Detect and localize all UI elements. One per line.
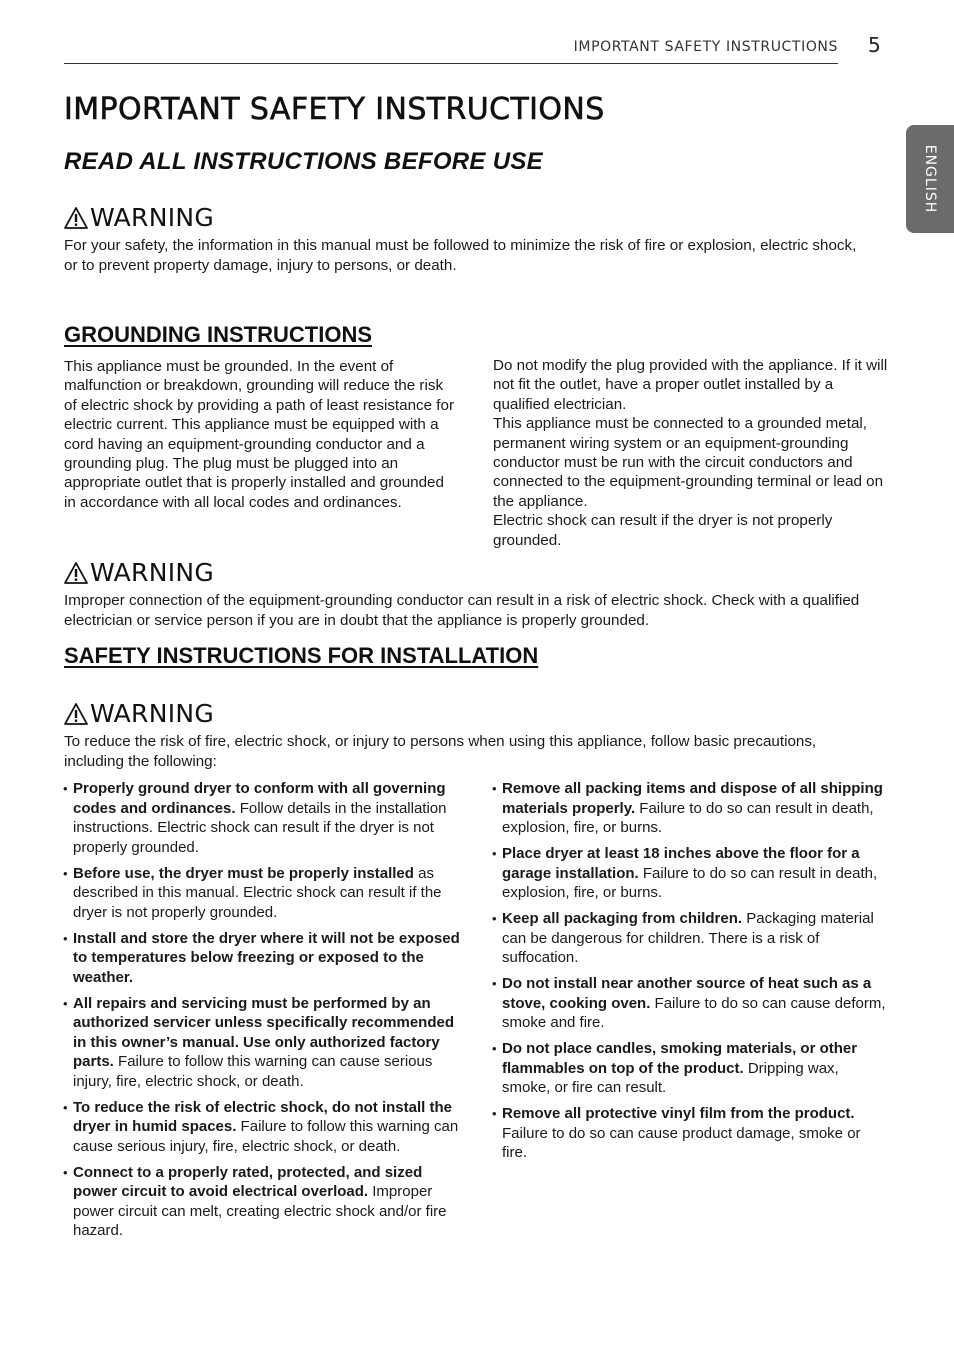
list-item: • Do not install near another source of heat such as a stove, cooking oven. Failure to do so can cause deform, smoke and fire. [493, 974, 888, 1033]
warning-label: WARNING [90, 203, 215, 232]
language-tab [906, 125, 954, 233]
warning-heading-2 [64, 558, 214, 587]
list-item: • Place dryer at least 18 inches above the floor for a garage installation. Failure to do so can result in death, explosion, fire, or burns. [493, 844, 888, 903]
page-number: 5 [868, 33, 881, 57]
header-divider [64, 63, 838, 64]
list-item: • Remove all protective vinyl film from the product. Failure to do so can cause product damage, smoke or fire. [493, 1104, 888, 1163]
list-item: • All repairs and servicing must be performed by an authorized servicer unless specifically recommended in this owner’s manual. Use only authorized factory parts. Failure to follow this warning can cause serious injury, fire, electric shock, or death. [64, 994, 464, 1092]
warning-label: WARNING [90, 699, 215, 728]
installation-intro: To reduce the risk of fire, electric shock, or injury to persons when using this appliance, follow basic precautions, including the following: [64, 733, 817, 770]
installation-list-right [493, 779, 888, 1169]
grounding-left-column [64, 357, 456, 512]
warning-label: WARNING [90, 558, 215, 587]
grounding-right-p2: This appliance must be connected to a grounded metal, permanent wiring system or an equipment-grounding conductor must be run with the circuit conductors and connected to the equipment-grounding terminal or lead on the appliance. [493, 415, 884, 510]
warning-triangle-icon [64, 703, 88, 725]
grounding-left-text: This appliance must be grounded. In the event of malfunction or breakdown, grounding will reduce the risk of electric shock by providing a path of least resistance for electric current. This appliance must be equipped with a cord having an equipment-grounding conductor and a grounding plug. The plug must be plugged into an appropriate outlet that is properly installed and grounded in accordance with all local codes and ordinances. [64, 358, 455, 511]
grounding-right-p3: Electric shock can result if the dryer is not properly grounded. [493, 512, 833, 549]
page-subtitle: READ ALL INSTRUCTIONS BEFORE USE [64, 148, 543, 175]
list-item: • Remove all packing items and dispose of all shipping materials properly. Failure to do so can result in death, explosion, fire, or burns. [493, 779, 888, 838]
warning-heading-3 [64, 699, 214, 728]
warning-text-2: Improper connection of the equipment-grounding conductor can result in a risk of electric shock. Check with a qualified electrician or service person if you are in doubt that the appliance is properly grounded. [64, 592, 860, 629]
list-item: • Install and store the dryer where it will not be exposed to temperatures below freezing or exposed to the weather. [64, 929, 464, 988]
warning-heading-1 [64, 203, 214, 232]
grounding-right-column [493, 356, 893, 550]
warning-triangle-icon [64, 562, 88, 584]
running-header: IMPORTANT SAFETY INSTRUCTIONS [573, 39, 838, 55]
list-item: • Before use, the dryer must be properly installed as described in this manual. Electric shock can result if the dryer is not properly grounded. [64, 864, 464, 923]
list-item: • Do not place candles, smoking materials, or other flammables on top of the product. Dripping wax, smoke, or fire can result. [493, 1039, 888, 1098]
list-item: • Properly ground dryer to conform with all governing codes and ordinances. Follow details in the installation instructions. Electric shock can result if the dryer is not properly grounded. [64, 779, 464, 857]
installation-list-left [64, 779, 464, 1247]
installation-heading: SAFETY INSTRUCTIONS FOR INSTALLATION [64, 643, 539, 668]
warning-text-1: For your safety, the information in this manual must be followed to minimize the risk of fire or explosion, electric shock, or to prevent property damage, injury to persons, or death. [64, 237, 857, 274]
grounding-right-p1: Do not modify the plug provided with the appliance. If it will not fit the outlet, have a proper outlet installed by a qualified electrician. [493, 357, 888, 413]
list-item: • Connect to a properly rated, protected, and sized power circuit to avoid electrical overload. Improper power circuit can melt, creating electric shock and/or fire hazard. [64, 1163, 464, 1241]
list-item: • To reduce the risk of electric shock, do not install the dryer in humid spaces. Failure to follow this warning can cause serious injury, fire, electric shock, or death. [64, 1098, 464, 1157]
language-tab-label: ENGLISH [922, 144, 938, 214]
page-title: IMPORTANT SAFETY INSTRUCTIONS [64, 92, 605, 127]
list-item: • Keep all packaging from children. Packaging material can be dangerous for children. There is a risk of suffocation. [493, 909, 888, 968]
warning-triangle-icon [64, 207, 88, 229]
grounding-heading: GROUNDING INSTRUCTIONS [64, 322, 372, 347]
